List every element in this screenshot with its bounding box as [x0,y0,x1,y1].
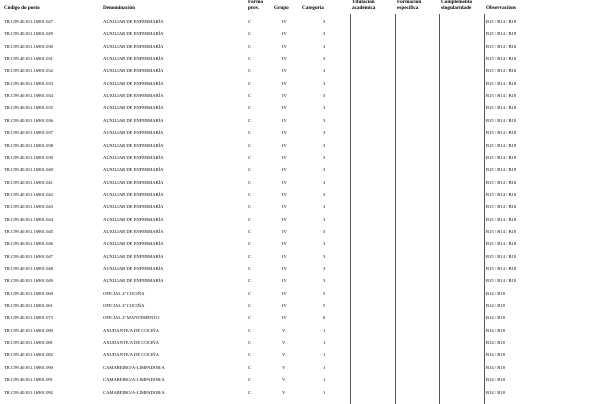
cell-forma: C [248,19,252,24]
cell-codigo: TR.C99.40.811.16901.038 [4,142,53,148]
cell-denominacion: AUXILIAR DE ENFERMARÍA [103,204,164,210]
cell-codigo: TR.C99.40.811.16901.044 [4,216,53,222]
header-formacion-line1: Formación [397,0,422,5]
cell-forma: C [248,191,252,197]
column-divider [439,14,440,404]
cell-denominacion: AUXILIAR DE ENFERMARÍA [103,117,164,123]
cell-grupo: IV [282,303,287,309]
cell-categoria: 3 [323,68,326,74]
cell-denominacion: AUXILIAR DE ENFERMARÍA [103,130,164,136]
cell-observacions: B15 / B14 / B18 [486,68,517,74]
cell-observacions: B15 / B14 / B18 [486,154,517,160]
cell-denominacion: AUXILIAR DE ENFERMARÍA [103,266,164,271]
cell-denominacion: AUXILIAR DE ENFERMARÍA [103,179,164,185]
header-categoria: Categoría [302,5,324,11]
cell-forma: C [248,303,252,309]
cell-observacions: B14 / B18 [486,303,505,309]
cell-categoria: 3 [323,117,326,123]
cell-forma: C [248,315,252,321]
cell-codigo: TR.C99.40.811.16901.060 [4,290,53,296]
cell-forma: C [248,43,252,49]
cell-denominacion: AXUDANTE/A DE COCIÑA [103,352,159,358]
cell-observacions: B14 / B18 [486,364,505,370]
cell-categoria: 3 [323,191,326,197]
cell-denominacion: AUXILIAR DE ENFERMARÍA [103,105,164,111]
cell-grupo: IV [282,43,287,49]
cell-grupo: IV [282,228,287,234]
cell-codigo: TR.C99.40.811.16901.047 [4,253,53,259]
cell-observacions: B15 / B14 / B18 [486,56,517,62]
cell-codigo: TR.C99.40.811.16901.092 [4,389,53,395]
cell-grupo: IV [282,216,287,222]
cell-categoria: 3 [323,179,326,185]
cell-denominacion: AUXILIAR DE ENFERMARÍA [103,253,164,259]
cell-forma: C [248,389,252,395]
cell-forma: C [248,105,252,111]
cell-codigo: TR.C99.40.811.16901.042 [4,191,53,197]
cell-grupo: V [282,389,286,395]
cell-grupo: IV [282,154,287,160]
column-divider [484,14,485,404]
cell-grupo: IV [282,68,287,74]
cell-categoria: 5 [323,303,326,309]
cell-observacions: B14 / B18 [486,352,505,358]
cell-observacions: B14 / B18 [486,315,505,321]
cell-categoria: 3 [323,228,326,234]
cell-categoria: 3 [323,43,326,49]
cell-codigo: TR.C99.40.811.16901.081 [4,340,53,346]
cell-observacions: B15 / B14 / B18 [486,241,517,247]
cell-observacions: B15 / B14 / B18 [486,117,517,123]
cell-forma: C [248,352,252,358]
cell-codigo: TR.C99.40.811.16901.033 [4,80,53,86]
cell-codigo: TR.C99.40.811.16901.090 [4,364,53,370]
cell-denominacion: AUXILIAR DE ENFERMARÍA [103,43,164,49]
cell-denominacion: AUXILIAR DE ENFERMARÍA [103,56,164,62]
cell-forma: C [248,241,252,247]
cell-grupo: V [282,377,286,383]
cell-codigo: TR.C99.40.811.16901.034 [4,93,53,99]
cell-categoria: 3 [323,241,326,247]
cell-codigo: TR.C99.40.811.16901.036 [4,117,53,123]
cell-grupo: V [282,364,286,370]
cell-grupo: IV [282,56,287,62]
cell-denominacion: AUXILIAR DE ENFERMARÍA [103,19,164,24]
cell-observacions: B15 / B14 / B18 [486,278,517,284]
cell-categoria: 6 [323,315,326,321]
cell-forma: C [248,327,252,333]
cell-grupo: IV [282,290,287,296]
cell-forma: C [248,216,252,222]
cell-categoria: 3 [323,278,326,284]
cell-grupo: IV [282,105,287,111]
cell-observacions: B15 / B14 / B18 [486,80,517,86]
cell-observacions: B15 / B14 / B18 [486,130,517,136]
header-forma-line2: prov. [248,5,260,11]
cell-forma: C [248,31,252,37]
cell-denominacion: AXUDANTE/A DE COCIÑA [103,340,159,346]
cell-codigo: TR.C99.40.811.16901.046 [4,241,53,247]
cell-codigo: TR.C99.40.811.16901.032 [4,68,53,74]
cell-observacions: B14 / B18 [486,389,505,395]
cell-codigo: TR.C99.40.811.16901.031 [4,56,53,62]
cell-denominacion: AUXILIAR DE ENFERMARÍA [103,278,164,284]
header-complemento-line2: singularidade [441,5,472,11]
cell-categoria: 3 [323,19,326,24]
cell-forma: C [248,290,252,296]
cell-codigo: TR.C99.40.811.16901.061 [4,303,53,309]
cell-codigo: TR.C99.40.811.16901.073 [4,315,53,321]
header-forma-line1: Forma [248,0,263,5]
cell-categoria: 1 [323,389,326,395]
cell-observacions: B15 / B14 / B18 [486,191,517,197]
cell-observacions: B15 / B14 / B18 [486,19,517,24]
cell-observacions: B14 / B18 [486,377,505,383]
cell-codigo: TR.C99.40.811.16901.035 [4,105,53,111]
cell-forma: C [248,228,252,234]
column-divider [395,14,396,404]
cell-categoria: 1 [323,340,326,346]
cell-categoria: 3 [323,130,326,136]
cell-denominacion: OFICIAL 2ª MANTEMENTO [103,315,160,321]
cell-codigo: TR.C99.40.811.16901.040 [4,167,53,173]
cell-observacions: B15 / B14 / B18 [486,93,517,99]
column-divider [350,14,351,404]
cell-categoria: 5 [323,290,326,296]
cell-observacions: B15 / B14 / B18 [486,228,517,234]
cell-observacions: B15 / B14 / B18 [486,266,517,271]
cell-grupo: IV [282,31,287,37]
cell-grupo: IV [282,191,287,197]
cell-codigo: TR.C99.40.811.16901.027 [4,19,53,24]
cell-denominacion: OFICIAL 2ª COCIÑA [103,290,145,296]
cell-observacions: B15 / B14 / B18 [486,204,517,210]
cell-observacions: B15 / B14 / B18 [486,31,517,37]
cell-grupo: IV [282,253,287,259]
cell-codigo: TR.C99.40.811.16901.041 [4,179,53,185]
cell-observacions: B15 / B14 / B18 [486,105,517,111]
cell-codigo: TR.C99.40.811.16901.030 [4,43,53,49]
cell-observacions: B15 / B14 / B18 [486,216,517,222]
cell-observacions: B14 / B18 [486,327,505,333]
cell-grupo: V [282,352,286,358]
cell-forma: C [248,93,252,99]
cell-grupo: IV [282,204,287,210]
cell-forma: C [248,117,252,123]
cell-forma: C [248,253,252,259]
cell-forma: C [248,154,252,160]
cell-categoria: 3 [323,56,326,62]
cell-categoria: 3 [323,93,326,99]
cell-categoria: 3 [323,253,326,259]
header-titulacion-line1: Titulación [352,0,375,5]
cell-grupo: IV [282,179,287,185]
cell-forma: C [248,142,252,148]
cell-grupo: IV [282,278,287,284]
cell-grupo: IV [282,19,287,24]
cell-categoria: 3 [323,105,326,111]
cell-denominacion: AUXILIAR DE ENFERMARÍA [103,241,164,247]
cell-grupo: IV [282,130,287,136]
cell-observacions: B14 / B18 [486,290,505,296]
cell-grupo: V [282,340,286,346]
cell-denominacion: OFICIAL 2ª COCIÑA [103,303,145,309]
cell-categoria: 3 [323,142,326,148]
cell-codigo: TR.C99.40.811.16901.049 [4,278,53,284]
cell-categoria: 3 [323,216,326,222]
cell-categoria: 3 [323,266,326,271]
header-grupo: Grupo [274,5,289,11]
header-observacions: Observacións [486,5,516,11]
cell-codigo: TR.C99.40.811.16901.045 [4,228,53,234]
cell-denominacion: CAMAREIRO/A-LIMPADOR/A [103,364,165,370]
cell-forma: C [248,340,252,346]
cell-observacions: B15 / B14 / B18 [486,142,517,148]
cell-denominacion: AUXILIAR DE ENFERMARÍA [103,154,164,160]
cell-forma: C [248,204,252,210]
cell-codigo: TR.C99.40.811.16901.037 [4,130,53,136]
cell-categoria: 3 [323,154,326,160]
cell-codigo: TR.C99.40.811.16901.048 [4,266,53,271]
cell-codigo: TR.C99.40.811.16901.043 [4,204,53,210]
cell-denominacion: AUXILIAR DE ENFERMARÍA [103,142,164,148]
cell-codigo: TR.C99.40.811.16901.082 [4,352,53,358]
cell-categoria: 3 [323,204,326,210]
cell-denominacion: AUXILIAR DE ENFERMARÍA [103,167,164,173]
cell-grupo: IV [282,142,287,148]
cell-categoria: 1 [323,377,326,383]
cell-observacions: B14 / B18 [486,340,505,346]
cell-observacions: B15 / B14 / B18 [486,43,517,49]
cell-denominacion: AUXILIAR DE ENFERMARÍA [103,191,164,197]
cell-categoria: 1 [323,364,326,370]
cell-codigo: TR.C99.40.811.16901.029 [4,31,53,37]
cell-categoria: 3 [323,80,326,86]
cell-categoria: 3 [323,167,326,173]
cell-codigo: TR.C99.40.811.16901.080 [4,327,53,333]
cell-denominacion: AUXILIAR DE ENFERMARÍA [103,216,164,222]
cell-forma: C [248,130,252,136]
cell-forma: C [248,167,252,173]
cell-forma: C [248,56,252,62]
header-denominacion: Denominación [103,5,135,11]
cell-categoria: 1 [323,352,326,358]
cell-forma: C [248,377,252,383]
cell-denominacion: AXUDANTE/A DE COCIÑA [103,327,159,333]
cell-denominacion: AUXILIAR DE ENFERMARÍA [103,31,164,37]
cell-forma: C [248,68,252,74]
cell-categoria: 3 [323,31,326,37]
cell-forma: C [248,266,252,271]
header-titulacion-line2: académica [352,5,376,11]
cell-denominacion: AUXILIAR DE ENFERMARÍA [103,68,164,74]
header-complemento-line1: Complemento [441,0,473,5]
cell-observacions: B15 / B14 / B18 [486,253,517,259]
cell-grupo: V [282,327,286,333]
cell-forma: C [248,179,252,185]
header-formacion-line2: específica [397,5,419,11]
cell-observacions: B15 / B14 / B18 [486,179,517,185]
cell-forma: C [248,364,252,370]
cell-denominacion: CAMAREIRO/A-LIMPADOR/A [103,389,165,395]
cell-grupo: IV [282,167,287,173]
cell-denominacion: AUXILIAR DE ENFERMARÍA [103,80,164,86]
cell-grupo: IV [282,93,287,99]
cell-grupo: IV [282,266,287,271]
cell-categoria: 1 [323,327,326,333]
cell-denominacion: AUXILIAR DE ENFERMARÍA [103,228,164,234]
cell-observacions: B15 / B14 / B18 [486,167,517,173]
cell-denominacion: AUXILIAR DE ENFERMARÍA [103,93,164,99]
cell-forma: C [248,278,252,284]
cell-grupo: IV [282,80,287,86]
cell-codigo: TR.C99.40.811.16901.039 [4,154,53,160]
cell-denominacion: CAMAREIRO/A-LIMPADOR/A [103,377,165,383]
cell-grupo: IV [282,315,287,321]
cell-grupo: IV [282,241,287,247]
cell-grupo: IV [282,117,287,123]
cell-forma: C [248,80,252,86]
cell-codigo: TR.C99.40.811.16901.091 [4,377,53,383]
header-codigo: Código do posto [4,5,40,11]
